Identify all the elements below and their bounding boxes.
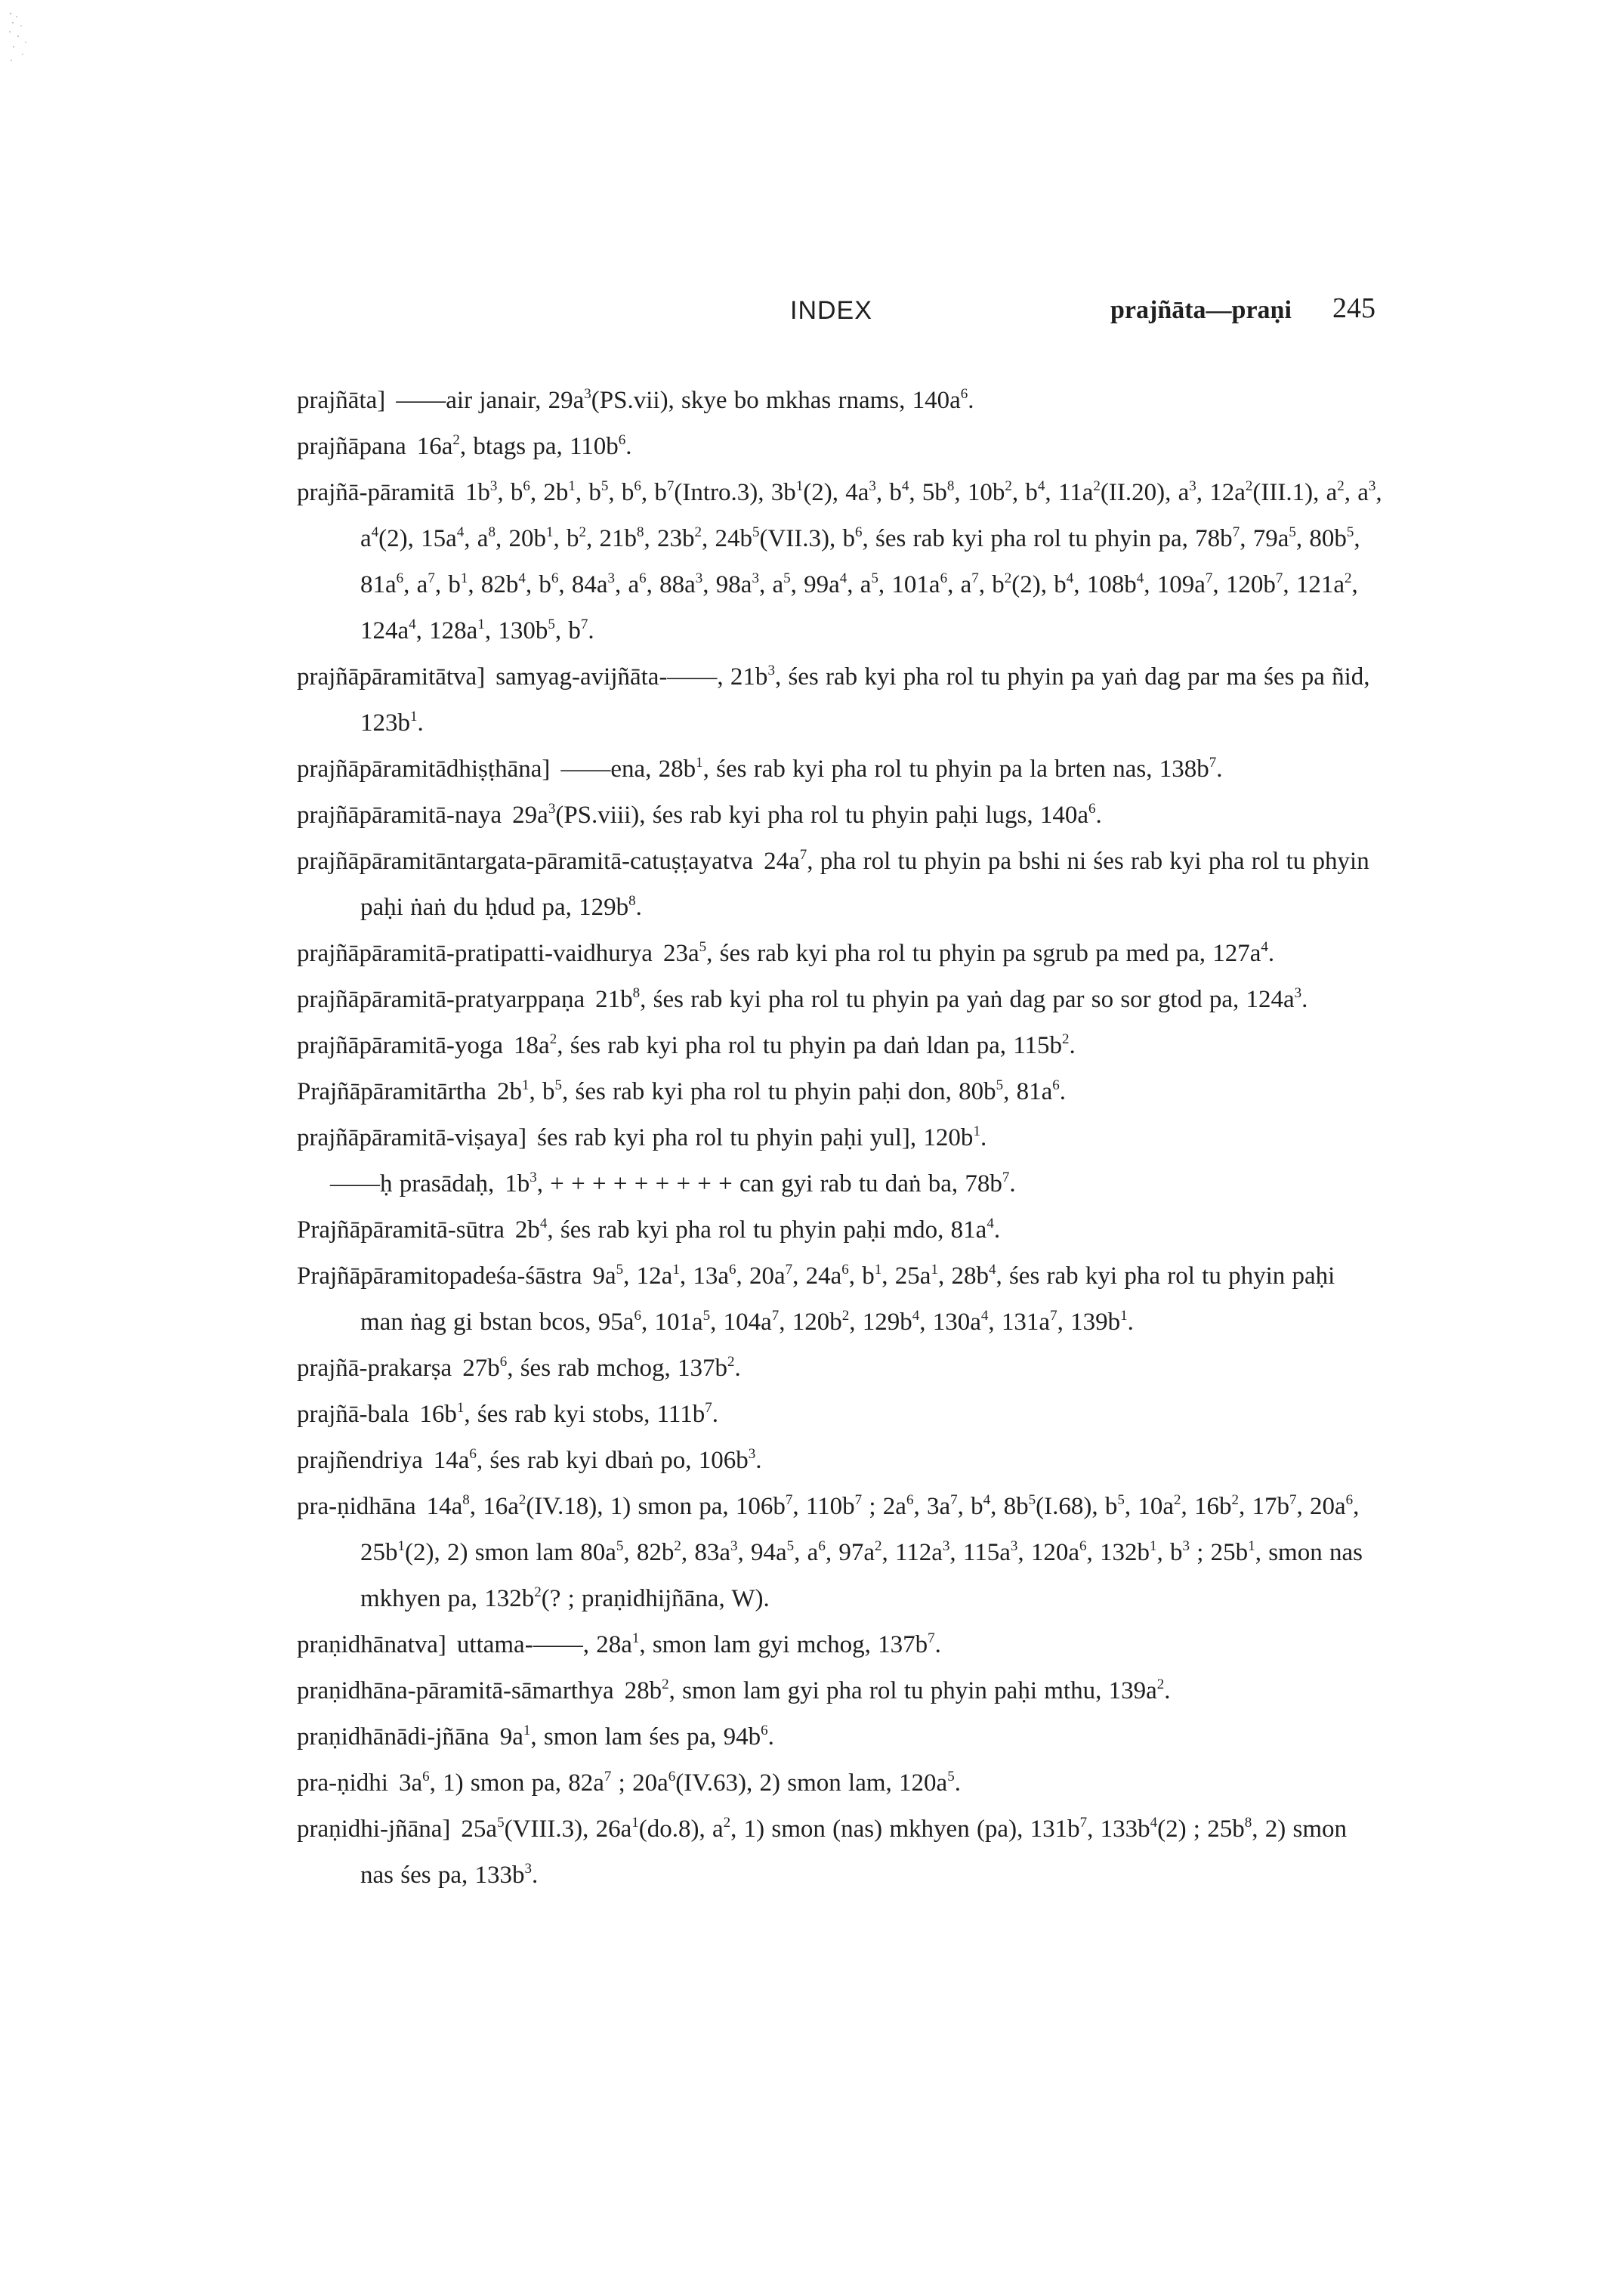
entry-headword: prajñāpāramitāntargata-pāramitā-catuṣṭayatva	[297, 848, 754, 875]
entry-references: ——ena, $28b^1$, śes rab kyi pha rol tu phyin pa la brten nas, $138b^7$.	[560, 755, 1223, 783]
scan-artifact	[6, 9, 36, 70]
entry-references: śes rab kyi pha rol tu phyin paḥi yul], $120b^1$.	[537, 1123, 987, 1151]
index-entry	[297, 378, 1385, 424]
index-entry	[297, 746, 1385, 793]
entry-references: uttama-——, $28a^1$, smon lam gyi mchog, $137b^7$.	[456, 1630, 941, 1658]
entry-headword: prajñā-pāramitā	[297, 479, 455, 506]
index-entry	[297, 1161, 1385, 1207]
index-entry	[297, 1668, 1385, 1714]
entry-headword: prajñāpāramitātva]	[297, 663, 486, 691]
entry-headword: praṇidhānādi-jñāna	[297, 1723, 489, 1751]
index-entry	[297, 839, 1385, 931]
index-entry	[297, 470, 1385, 654]
entry-headword: praṇidhāna-pāramitā-sāmarthya	[297, 1677, 614, 1704]
entry-references: $9a^5$, $12a^1$, $13a^6$, $20a^7$, $24a^6$, $b^1$, $25a^1$, $28b^4$, śes rab kyi pha rol tu phyin paḥi man ṅag gi bstan bcos, $95a^6$, $101a^5$, $104a^7$, $120b^2$, $129b^4$, $130a^4$, $131a^7$, $139b^1$.	[360, 1262, 1335, 1336]
index-entry	[297, 1207, 1385, 1253]
entry-headword: prajñendriya	[297, 1447, 423, 1474]
entry-headword: prajñāpāramitā-yoga	[297, 1032, 504, 1059]
entry-headword: prajñāpāramitā-naya	[297, 802, 502, 829]
entry-references: $14a^6$, śes rab kyi dbaṅ po, $106b^3$.	[433, 1446, 762, 1474]
entry-references: $28b^2$, smon lam gyi pha rol tu phyin paḥi mthu, $139a^2$.	[624, 1676, 1171, 1704]
index-entry	[297, 1023, 1385, 1069]
entry-headword: prajñāpana	[297, 433, 406, 460]
entry-references: $2b^4$, śes rab kyi pha rol tu phyin paḥi mdo, $81a^4$.	[514, 1216, 1001, 1244]
entry-headword: prajñāpāramitādhiṣṭhāna]	[297, 756, 551, 783]
index-entry	[297, 654, 1385, 746]
index-entry	[297, 1622, 1385, 1668]
entry-references: $29a^3(PS.viii)$, śes rab kyi pha rol tu phyin paḥi lugs, $140a^6$.	[512, 801, 1102, 829]
entry-references: $16b^1$, śes rab kyi stobs, $111b^7$.	[419, 1400, 718, 1428]
entry-references: $9a^1$, smon lam śes pa, $94b^6$.	[499, 1723, 774, 1751]
header-title: INDEX	[790, 296, 872, 325]
index-entry	[297, 977, 1385, 1023]
index-entry	[297, 1714, 1385, 1760]
entry-references: $1b^3$, + + + + + + + + + can gyi rab tu daṅ ba, $78b^7$.	[505, 1170, 1016, 1197]
index-entry	[297, 424, 1385, 470]
entry-headword: prajñāta]	[297, 387, 386, 414]
entry-headword: prajñāpāramitā-pratipatti-vaidhurya	[297, 940, 653, 967]
entry-headword: Prajñāpāramitā-sūtra	[297, 1216, 505, 1244]
entry-references: $1b^3$, $b^6$, $2b^1$, $b^5$, $b^6$, $b^7(Intro.3)$, $3b^1(2)$, $4a^3$, $b^4$, $5b^8$, $10b^2$, $b^4$, $11a^2(II.20)$, $a^3$, $12a^2(III.1)$, $a^2$, $a^3$, $a^4(2)$, $15a^4$, $a^8$, $20b^1$, $b^2$, $21b^8$, $23b^2$, $24b^5(VII.3)$, $b^6$, śes rab kyi pha rol tu phyin pa, $78b^7$, $79a^5$, $80b^5$, $81a^6$, $a^7$, $b^1$, $82b^4$, $b^6$, $84a^3$, $a^6$, $88a^3$, $98a^3$, $a^5$, $99a^4$, $a^5$, $101a^6$, $a^7$, $b^2(2)$, $b^4$, $108b^4$, $109a^7$, $120b^7$, $121a^2$, $124a^4$, $128a^1$, $130b^5$, $b^7$.	[360, 478, 1382, 644]
entry-headword: prajñā-prakarṣa	[297, 1355, 452, 1382]
index-entry	[297, 1346, 1385, 1392]
header-range: prajñāta—praṇi	[1110, 296, 1292, 324]
entry-references: $27b^6$, śes rab mchog, $137b^2$.	[462, 1354, 741, 1382]
running-header	[295, 292, 1382, 334]
index-entry	[297, 793, 1385, 839]
entry-headword: prajñā-bala	[297, 1401, 409, 1428]
index-entry	[297, 1069, 1385, 1115]
entry-headword: ——ḥ prasādaḥ,	[330, 1170, 495, 1197]
index-entry	[297, 1760, 1385, 1806]
entry-references: $14a^8$, $16a^2(IV.18)$, 1) smon pa, $106b^7$, $110b^7$ ; $2a^6$, $3a^7$, $b^4$, $8b^5(I.68)$, $b^5$, $10a^2$, $16b^2$, $17b^7$, $20a^6$, $25b^1(2)$, 2) smon lam $80a^5$, $82b^2$, $83a^3$, $94a^5$, $a^6$, $97a^2$, $112a^3$, $115a^3$, $120a^6$, $132b^1$, $b^3$ ; $25b^1$, smon nas mkhyen pa, $132b^2$(? ; praṇidhijñāna, W).	[360, 1492, 1363, 1612]
entry-headword: pra-ṇidhāna	[297, 1493, 416, 1520]
index-entry	[297, 931, 1385, 977]
index-entry	[297, 1392, 1385, 1438]
index-entry	[297, 1253, 1385, 1346]
entry-references: $16a^2$, btags pa, $110b^6$.	[416, 432, 632, 460]
entry-references: $23a^5$, śes rab kyi pha rol tu phyin pa sgrub pa med pa, $127a^4$.	[662, 939, 1275, 967]
index-entry	[297, 1484, 1385, 1622]
entry-references: $21b^8$, śes rab kyi pha rol tu phyin pa yaṅ dag par so sor gtod pa, $124a^3$.	[595, 985, 1308, 1013]
index-entries	[297, 378, 1385, 1899]
entry-references: $25a^5(VIII.3)$, $26a^1(do.8)$, $a^2$, 1) smon (nas) mkhyen (pa), $131b^7$, $133b^4(2)$ ; $25b^8$, 2) smon nas śes pa, $133b^3$.	[360, 1815, 1347, 1889]
page-number: 245	[1332, 292, 1375, 324]
entry-headword: praṇidhi-jñāna]	[297, 1815, 451, 1843]
index-entry	[297, 1806, 1385, 1899]
entry-references: $2b^1$, $b^5$, śes rab kyi pha rol tu phyin paḥi don, $80b^5$, $81a^6$.	[497, 1077, 1067, 1105]
entry-headword: praṇidhānatva]	[297, 1631, 446, 1658]
entry-references: $3a^6$, 1) smon pa, $82a^7$ ; $20a^6(IV.63)$, 2) smon lam, $120a^5$.	[398, 1769, 961, 1797]
entry-headword: prajñāpāramitā-pratyarppaṇa	[297, 986, 585, 1013]
entry-references: ——air janair, $29a^3(PS.vii)$, skye bo mkhas rnams, $140a^6$.	[396, 386, 974, 414]
entry-references: $24a^7$, pha rol tu phyin pa bshi ni śes rab kyi pha rol tu phyin paḥi ṅaṅ du ḥdud pa, $129b^8$.	[360, 847, 1369, 921]
index-entry	[297, 1438, 1385, 1484]
entry-references: $18a^2$, śes rab kyi pha rol tu phyin pa daṅ ldan pa, $115b^2$.	[514, 1031, 1076, 1059]
index-entry	[297, 1115, 1385, 1161]
entry-headword: Prajñāpāramitārtha	[297, 1078, 487, 1105]
entry-headword: pra-ṇidhi	[297, 1769, 388, 1797]
entry-headword: Prajñāpāramitopadeśa-śāstra	[297, 1262, 582, 1290]
entry-headword: prajñāpāramitā-viṣaya]	[297, 1124, 527, 1151]
entry-references: samyag-avijñāta-——, $21b^3$, śes rab kyi pha rol tu phyin pa yaṅ dag par ma śes pa ñid, $123b^1$.	[360, 663, 1370, 737]
